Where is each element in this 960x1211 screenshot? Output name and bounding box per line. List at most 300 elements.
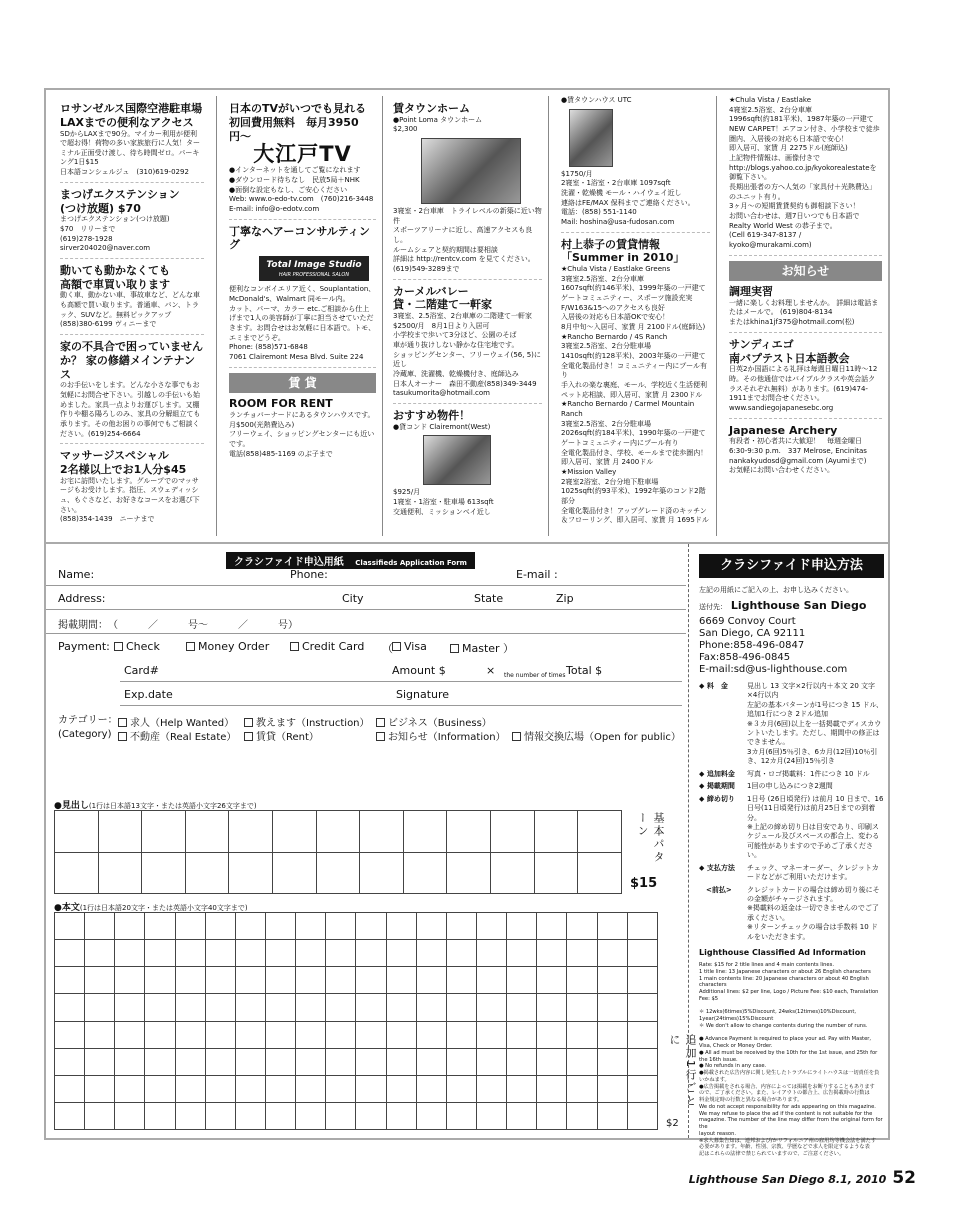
grid-cell[interactable] xyxy=(145,1021,175,1048)
add-line-price: $2 xyxy=(666,1118,679,1129)
phone-field[interactable]: Phone: xyxy=(290,568,328,581)
add-line-label: 追加1行ごとに xyxy=(668,1034,697,1108)
grid-cell[interactable] xyxy=(175,1075,205,1102)
grid-cell[interactable] xyxy=(205,1021,235,1048)
grid-cell[interactable] xyxy=(416,1021,446,1048)
grid-cell[interactable] xyxy=(265,940,295,967)
category-help-wanted[interactable] xyxy=(118,714,234,729)
grid-cell[interactable] xyxy=(537,967,567,994)
option-label: 教えます（Instruction） xyxy=(256,718,370,729)
grid-cell[interactable] xyxy=(567,994,597,1021)
grid-cell[interactable] xyxy=(235,1021,265,1048)
grid-cell[interactable] xyxy=(296,1102,326,1129)
body-note: (1行は日本語20文字・または英語小文字40文字まで) xyxy=(79,904,248,912)
grid-row xyxy=(55,913,658,940)
ad-body: 3寝室、2.5浴室、2台車庫の二階建て一軒家 $2500/月 8月1日より入居可 小学校まで歩いて3分ほど、公園のそば 車が通り抜けしない静かな住宅地です。 ショッピングセンター、フリーウェイ(56, 5)に近し 冷蔵庫、洗濯機、乾燥機付き、庭師込み 日本人オーナー 森田不動産(858)349-3449 tasukumorita@hotmail.com xyxy=(393,312,541,398)
grid-cell[interactable] xyxy=(476,967,506,994)
grid-cell[interactable] xyxy=(416,1075,446,1102)
ad-title: 日本のTVがいつでも見れる 初回費用無料 毎月3950円〜 xyxy=(229,102,367,143)
grid-cell[interactable] xyxy=(55,1048,85,1075)
grid-cell[interactable] xyxy=(476,1021,506,1048)
grid-cell[interactable] xyxy=(491,811,535,853)
heading-note: (1行は日本語13文字・または英語小文字26文字まで) xyxy=(88,802,257,810)
checkbox[interactable] xyxy=(512,732,521,741)
grid-cell[interactable] xyxy=(416,1048,446,1075)
grid-cell[interactable] xyxy=(55,1021,85,1048)
grid-cell[interactable] xyxy=(296,1048,326,1075)
grid-cell[interactable] xyxy=(115,1048,145,1075)
grid-cell[interactable] xyxy=(205,1048,235,1075)
checkbox[interactable] xyxy=(290,642,299,651)
grid-cell[interactable] xyxy=(476,1048,506,1075)
grid-cell[interactable] xyxy=(85,913,115,940)
ad-chula-vista xyxy=(729,96,882,256)
grid-cell[interactable] xyxy=(175,967,205,994)
ad-baptist-church xyxy=(729,338,882,419)
checkbox[interactable] xyxy=(244,718,253,727)
grid-cell[interactable] xyxy=(205,967,235,994)
amount-field[interactable]: Amount $ xyxy=(392,664,446,677)
item-value: 1回の申し込みにつき2週間 xyxy=(747,782,833,791)
grid-cell[interactable] xyxy=(567,940,597,967)
grid-cell[interactable] xyxy=(507,967,537,994)
grid-cell[interactable] xyxy=(296,940,326,967)
ad-archery xyxy=(729,424,882,480)
grid-cell[interactable] xyxy=(326,1102,356,1129)
footer-text: Lighthouse San Diego 8.1, 2010 xyxy=(688,1173,887,1186)
classified-ads xyxy=(46,90,888,542)
company-name: Lighthouse San Diego xyxy=(730,598,867,612)
heading-grid[interactable] xyxy=(54,810,622,894)
grid-cell[interactable] xyxy=(296,994,326,1021)
grid-cell[interactable] xyxy=(416,994,446,1021)
grid-cell[interactable] xyxy=(326,913,356,940)
grid-cell[interactable] xyxy=(296,913,326,940)
category-rent[interactable] xyxy=(244,728,319,743)
grid-cell[interactable] xyxy=(265,1102,295,1129)
ad-sub: ●Point Loma タウンホーム $2,300 xyxy=(393,115,483,134)
grid-cell[interactable] xyxy=(326,1021,356,1048)
item-value: クレジットカードの場合は締め切り後にその金額がチャージされます。 ※掲載料の返金は一切できませんのでご了承ください。 ※リターンチェックの場合は手数料 10 ドルをいただきます。 xyxy=(747,885,880,941)
grid-cell[interactable] xyxy=(235,1102,265,1129)
grid-cell[interactable] xyxy=(205,1075,235,1102)
grid-cell[interactable] xyxy=(597,1048,627,1075)
grid-cell[interactable] xyxy=(567,1021,597,1048)
base-pattern-label: 基本パターン xyxy=(636,812,665,864)
checkbox[interactable] xyxy=(376,718,385,727)
category-business[interactable] xyxy=(376,714,492,729)
ad-body: 有段者・初心者共に大歓迎！ 毎週金曜日 6:30-9:30 p.m. 337 Melrose, Encinitas nankakyudosd@gmail.com (Ayumiまで) お気軽にお問い合わせください。 xyxy=(729,437,867,475)
grid-cell[interactable] xyxy=(356,913,386,940)
ads-column-5 xyxy=(716,96,888,536)
grid-cell[interactable] xyxy=(507,1075,537,1102)
grid-cell[interactable] xyxy=(115,1075,145,1102)
grid-cell[interactable] xyxy=(446,1021,476,1048)
salon-logo-name: Total Image Studio xyxy=(266,260,362,271)
grid-cell[interactable] xyxy=(356,994,386,1021)
grid-cell[interactable] xyxy=(447,852,491,894)
payment-label: Payment: xyxy=(58,640,110,653)
grid-cell[interactable] xyxy=(507,994,537,1021)
grid-cell[interactable] xyxy=(446,940,476,967)
grid-cell[interactable] xyxy=(185,811,229,853)
grid-cell[interactable] xyxy=(265,1048,295,1075)
grid-cell[interactable] xyxy=(235,994,265,1021)
grid-cell[interactable] xyxy=(205,913,235,940)
grid-cell[interactable] xyxy=(142,852,186,894)
grid-cell[interactable] xyxy=(273,811,317,853)
grid-cell[interactable] xyxy=(507,940,537,967)
grid-cell[interactable] xyxy=(142,811,186,853)
checkbox[interactable] xyxy=(114,642,123,651)
grid-cell[interactable] xyxy=(326,1075,356,1102)
grid-cell[interactable] xyxy=(175,994,205,1021)
item-key: ◆ 支払方法 xyxy=(699,863,735,872)
grid-cell[interactable] xyxy=(446,967,476,994)
grid-cell[interactable] xyxy=(55,994,85,1021)
grid-cell[interactable] xyxy=(537,940,567,967)
grid-cell[interactable] xyxy=(115,1021,145,1048)
ad-body: ランチョバーナードにあるタウンハウスです。 月$500(光熱費込み) フリーウェイ、ショッピングセンターにも近いです。 電話(858)485-1169 のぶ子まで xyxy=(229,410,375,458)
grid-cell[interactable] xyxy=(175,1021,205,1048)
checkbox[interactable] xyxy=(118,718,127,727)
payment-visa-option[interactable] xyxy=(392,640,427,653)
checkbox[interactable] xyxy=(376,732,385,741)
item-key: ◆ 追加料金 xyxy=(699,769,735,778)
grid-cell[interactable] xyxy=(446,994,476,1021)
grid-cell[interactable] xyxy=(55,913,85,940)
grid-cell[interactable] xyxy=(235,913,265,940)
grid-cell[interactable] xyxy=(185,852,229,894)
grid-cell[interactable] xyxy=(229,811,273,853)
grid-row xyxy=(55,1048,658,1075)
grid-row xyxy=(55,1102,658,1129)
grid-cell[interactable] xyxy=(265,1075,295,1102)
exp-date-field[interactable]: Exp.date xyxy=(124,688,173,701)
grid-cell[interactable] xyxy=(98,852,142,894)
grid-cell[interactable] xyxy=(578,852,622,894)
grid-cell[interactable] xyxy=(507,1021,537,1048)
grid-cell[interactable] xyxy=(627,967,657,994)
payment-master-option[interactable] xyxy=(450,640,514,656)
grid-cell[interactable] xyxy=(416,940,446,967)
ad-title: サンディエゴ 南バプテスト日本語教会 xyxy=(729,337,850,365)
grid-cell[interactable] xyxy=(360,852,404,894)
option-label: Master ） xyxy=(462,642,515,655)
grid-cell[interactable] xyxy=(416,913,446,940)
category-open-for-public[interactable] xyxy=(512,728,681,743)
card-row xyxy=(120,658,682,682)
grid-cell[interactable] xyxy=(55,1075,85,1102)
option-label: Credit Card xyxy=(302,640,365,653)
grid-cell[interactable] xyxy=(578,811,622,853)
ad-title: 丁寧なヘアーコンサルティング xyxy=(229,224,370,252)
grid-cell[interactable] xyxy=(567,913,597,940)
grid-cell[interactable] xyxy=(447,811,491,853)
grid-cell[interactable] xyxy=(537,1021,567,1048)
grid-cell[interactable] xyxy=(175,1048,205,1075)
item-key: <前払> xyxy=(699,885,732,894)
grid-cell[interactable] xyxy=(235,1075,265,1102)
grid-cell[interactable] xyxy=(476,994,506,1021)
grid-cell[interactable] xyxy=(85,1021,115,1048)
ad-body: まつげエクステンション(つけ放題) $70 リリーまで (619)278-1928 sirver204020@naver.com xyxy=(60,215,170,253)
grid-cell[interactable] xyxy=(235,967,265,994)
grid-cell[interactable] xyxy=(265,994,295,1021)
grid-cell[interactable] xyxy=(326,994,356,1021)
grid-cell[interactable] xyxy=(446,1075,476,1102)
grid-cell[interactable] xyxy=(597,1102,627,1129)
grid-cell[interactable] xyxy=(55,852,99,894)
grid-cell[interactable] xyxy=(145,1102,175,1129)
grid-cell[interactable] xyxy=(403,852,447,894)
grid-cell[interactable] xyxy=(145,1048,175,1075)
howto-item xyxy=(699,782,884,791)
grid-cell[interactable] xyxy=(491,852,535,894)
grid-cell[interactable] xyxy=(567,1048,597,1075)
grid-cell[interactable] xyxy=(235,1048,265,1075)
grid-cell[interactable] xyxy=(205,994,235,1021)
grid-cell[interactable] xyxy=(175,940,205,967)
grid-cell[interactable] xyxy=(145,1075,175,1102)
grid-cell[interactable] xyxy=(326,940,356,967)
state-field[interactable]: State xyxy=(474,592,504,605)
checkbox[interactable] xyxy=(244,732,253,741)
zip-field[interactable]: Zip xyxy=(556,592,574,605)
grid-cell[interactable] xyxy=(597,913,627,940)
ad-body: お宅に訪問いたします。グループでのマッサージもお受けします。指圧、スウェディッシュ、もぐさなど、お好きなコースをお選び下さい。 (858)354-1439 ニーナまで xyxy=(60,476,200,524)
grid-cell[interactable] xyxy=(356,967,386,994)
ad-car-buy xyxy=(60,264,204,335)
howto-item xyxy=(699,864,884,883)
grid-cell[interactable] xyxy=(567,967,597,994)
payment-credit-card-option[interactable] xyxy=(290,640,364,653)
grid-cell[interactable] xyxy=(85,1102,115,1129)
grid-cell[interactable] xyxy=(386,1021,416,1048)
grid-cell[interactable] xyxy=(115,913,145,940)
ad-title: 調理実習 xyxy=(729,285,773,299)
grid-cell[interactable] xyxy=(115,994,145,1021)
form-title-ja: クラシファイド申込用紙 xyxy=(234,557,344,568)
section-bar-notice: お知らせ xyxy=(729,261,882,282)
grid-cell[interactable] xyxy=(507,1102,537,1129)
grid-cell[interactable] xyxy=(356,1075,386,1102)
grid-cell[interactable] xyxy=(316,852,360,894)
grid-cell[interactable] xyxy=(205,940,235,967)
grid-cell[interactable] xyxy=(537,1102,567,1129)
grid-cell[interactable] xyxy=(356,1102,386,1129)
grid-cell[interactable] xyxy=(597,967,627,994)
grid-cell[interactable] xyxy=(597,940,627,967)
address-field[interactable]: Address: xyxy=(58,592,106,605)
ad-title: おすすめ物件！ xyxy=(393,409,471,423)
grid-cell[interactable] xyxy=(175,913,205,940)
grid-cell[interactable] xyxy=(356,1048,386,1075)
name-field[interactable]: Name: xyxy=(58,568,95,581)
grid-cell[interactable] xyxy=(115,940,145,967)
grid-cell[interactable] xyxy=(446,1102,476,1129)
grid-cell[interactable] xyxy=(597,1021,627,1048)
grid-cell[interactable] xyxy=(85,994,115,1021)
grid-cell[interactable] xyxy=(55,940,85,967)
ad-body: 動く車、動かない車、事故車など、どんな車も高額で買い取ります。普通車、バン、トラック、SUVなど。無料ピックアップ (858)380-6199 ヴィニーまで xyxy=(60,291,200,329)
grid-cell[interactable] xyxy=(356,1021,386,1048)
grid-cell[interactable] xyxy=(265,913,295,940)
checkbox[interactable] xyxy=(392,642,401,651)
ad-body: 便利なコンボイエリア近く、Souplantation、McDonald's、Walmart 同モール内。 カット、パーマ、カラー etc.ご相談から仕上げまで1人の美容師が丁寧に担当させていただきます。お問合せはお気軽に日本語で。トモ、エミまでどうぞ。 Phone: (858)571-6848 7061 Clairemont Mesa Blvd. Suite 224 xyxy=(229,285,376,362)
grid-cell[interactable] xyxy=(534,811,578,853)
payment-money-order-option[interactable] xyxy=(186,640,269,653)
grid-cell[interactable] xyxy=(597,1075,627,1102)
ads-column-2 xyxy=(216,96,382,536)
grid-cell[interactable] xyxy=(386,1048,416,1075)
grid-cell[interactable] xyxy=(627,1075,657,1102)
option-label: Visa xyxy=(404,640,427,653)
grid-cell[interactable] xyxy=(386,967,416,994)
grid-cell[interactable] xyxy=(627,913,657,940)
grid-row xyxy=(55,811,622,853)
grid-cell[interactable] xyxy=(235,940,265,967)
grid-cell[interactable] xyxy=(98,811,142,853)
ad-title: 動いても動かなくても 高額で車買い取ります xyxy=(60,263,170,291)
ad-body: $1750/月 2寝室・1浴室・2台車庫 1097sqft 洗濯・乾燥機 モール・ハイウェイ近し 連絡はFE/MAX 保科までご連絡ください。 電話：(858) 551-1140 Mail: hoshina@usa-fudosan.com xyxy=(561,169,695,226)
grid-cell[interactable] xyxy=(55,1102,85,1129)
salon-logo xyxy=(259,256,369,281)
grid-cell[interactable] xyxy=(55,967,85,994)
howto-item xyxy=(699,682,884,767)
ad-title: マッサージスペシャル 2名様以上でお1人分$45 xyxy=(60,449,187,476)
grid-cell[interactable] xyxy=(115,967,145,994)
ad-home-repair xyxy=(60,340,204,444)
grid-cell[interactable] xyxy=(273,852,317,894)
grid-cell[interactable] xyxy=(296,1075,326,1102)
grid-cell[interactable] xyxy=(537,994,567,1021)
grid-cell[interactable] xyxy=(115,1102,145,1129)
grid-cell[interactable] xyxy=(627,1021,657,1048)
grid-cell[interactable] xyxy=(567,1102,597,1129)
ad-title: ロサンゼルス国際空港駐車場 LAXまでの便利なアクセス xyxy=(60,102,203,129)
city-field[interactable]: City xyxy=(342,592,364,605)
grid-cell[interactable] xyxy=(360,811,404,853)
grid-cell[interactable] xyxy=(476,1075,506,1102)
period-field[interactable]: 掲載期間： （ ／ 号〜 ／ 号） xyxy=(58,620,298,631)
grid-cell[interactable] xyxy=(537,1075,567,1102)
option-label: 求人（Help Wanted） xyxy=(130,718,235,729)
grid-cell[interactable] xyxy=(386,1102,416,1129)
ad-body: のお手伝いをします。どんな小さな事でもお気軽にお問合せ下さい。引越しの手伝いも始めました。家具一点よりお運びします。又棚作りや棚る陽ろしのみ、家具の分解組立ても承ります。その他お困りの事何でもご相談ください。(619)254-6664 xyxy=(60,381,201,438)
ad-title: 家の不具合で困っていません か？ 家の修繕メインテナンス xyxy=(60,340,203,381)
grid-cell[interactable] xyxy=(537,1048,567,1075)
grid-cell[interactable] xyxy=(296,1021,326,1048)
grid-cell[interactable] xyxy=(265,967,295,994)
grid-cell[interactable] xyxy=(534,852,578,894)
ad-murakami-rentals xyxy=(561,238,710,530)
total-field[interactable]: Total $ xyxy=(566,664,603,677)
grid-cell[interactable] xyxy=(296,967,326,994)
howto-item xyxy=(699,770,884,779)
address-row xyxy=(46,586,686,610)
grid-cell[interactable] xyxy=(175,1102,205,1129)
grid-cell[interactable] xyxy=(145,994,175,1021)
grid-cell[interactable] xyxy=(326,967,356,994)
grid-cell[interactable] xyxy=(403,811,447,853)
card-number-field[interactable]: Card# xyxy=(124,664,159,677)
grid-cell[interactable] xyxy=(627,1102,657,1129)
grid-row xyxy=(55,1075,658,1102)
grid-row xyxy=(55,852,622,894)
howto-title: クラシファイド申込方法 xyxy=(699,554,884,578)
grid-cell[interactable] xyxy=(55,811,99,853)
grid-cell[interactable] xyxy=(537,913,567,940)
checkbox[interactable] xyxy=(118,732,127,741)
grid-cell[interactable] xyxy=(597,994,627,1021)
grid-cell[interactable] xyxy=(416,967,446,994)
ad-body: SDからLAXまで90分。マイカー利用が便利で超お得！荷物の多い家族旅行に人気！ターミナル正面受け渡し、待ち時間ゼロ。パーキング1日$15 日本語コンシェルジュ (310)619-0292 xyxy=(60,129,200,177)
ad-utc-townhouse xyxy=(561,96,710,233)
grid-cell[interactable] xyxy=(229,852,273,894)
grid-cell[interactable] xyxy=(326,1048,356,1075)
grid-cell[interactable] xyxy=(627,940,657,967)
grid-cell[interactable] xyxy=(627,1048,657,1075)
body-grid[interactable] xyxy=(54,912,658,1130)
grid-cell[interactable] xyxy=(386,940,416,967)
name-row xyxy=(46,564,686,586)
grid-cell[interactable] xyxy=(316,811,360,853)
grid-cell[interactable] xyxy=(386,913,416,940)
category-instruction[interactable] xyxy=(244,714,370,729)
grid-cell[interactable] xyxy=(145,967,175,994)
grid-cell[interactable] xyxy=(85,1048,115,1075)
grid-cell[interactable] xyxy=(627,994,657,1021)
grid-cell[interactable] xyxy=(446,1048,476,1075)
grid-cell[interactable] xyxy=(145,940,175,967)
grid-cell[interactable] xyxy=(507,1048,537,1075)
ad-oedo-tv xyxy=(229,102,376,220)
grid-cell[interactable] xyxy=(476,940,506,967)
grid-cell[interactable] xyxy=(356,940,386,967)
ad-cooking xyxy=(729,285,882,333)
grid-cell[interactable] xyxy=(416,1102,446,1129)
option-label: ビジネス（Business） xyxy=(388,718,492,729)
grid-cell[interactable] xyxy=(145,913,175,940)
checkbox[interactable] xyxy=(186,642,195,651)
payment-check-option[interactable] xyxy=(114,640,160,653)
ad-room-rent xyxy=(229,397,376,463)
grid-cell[interactable] xyxy=(446,913,476,940)
category-information[interactable] xyxy=(376,728,506,743)
category-real-estate[interactable] xyxy=(118,728,236,743)
grid-cell[interactable] xyxy=(386,1075,416,1102)
item-value: チェック、マネーオーダー、クレジットカードなどがご利用いただけます。 xyxy=(747,863,879,882)
grid-cell[interactable] xyxy=(265,1021,295,1048)
email-field[interactable]: E-mail : xyxy=(516,568,558,581)
grid-cell[interactable] xyxy=(85,940,115,967)
grid-cell[interactable] xyxy=(476,913,506,940)
signature-field[interactable]: Signature xyxy=(396,688,450,701)
grid-cell[interactable] xyxy=(386,994,416,1021)
grid-cell[interactable] xyxy=(476,1102,506,1129)
grid-cell[interactable] xyxy=(85,1075,115,1102)
checkbox[interactable] xyxy=(450,644,459,653)
grid-cell[interactable] xyxy=(507,913,537,940)
grid-cell[interactable] xyxy=(85,967,115,994)
grid-cell[interactable] xyxy=(567,1075,597,1102)
howto-item xyxy=(699,886,884,943)
ad-title: 賃タウンホーム xyxy=(393,102,470,115)
payment-row xyxy=(46,634,686,658)
grid-cell[interactable] xyxy=(205,1102,235,1129)
application-form-area xyxy=(46,542,888,1157)
